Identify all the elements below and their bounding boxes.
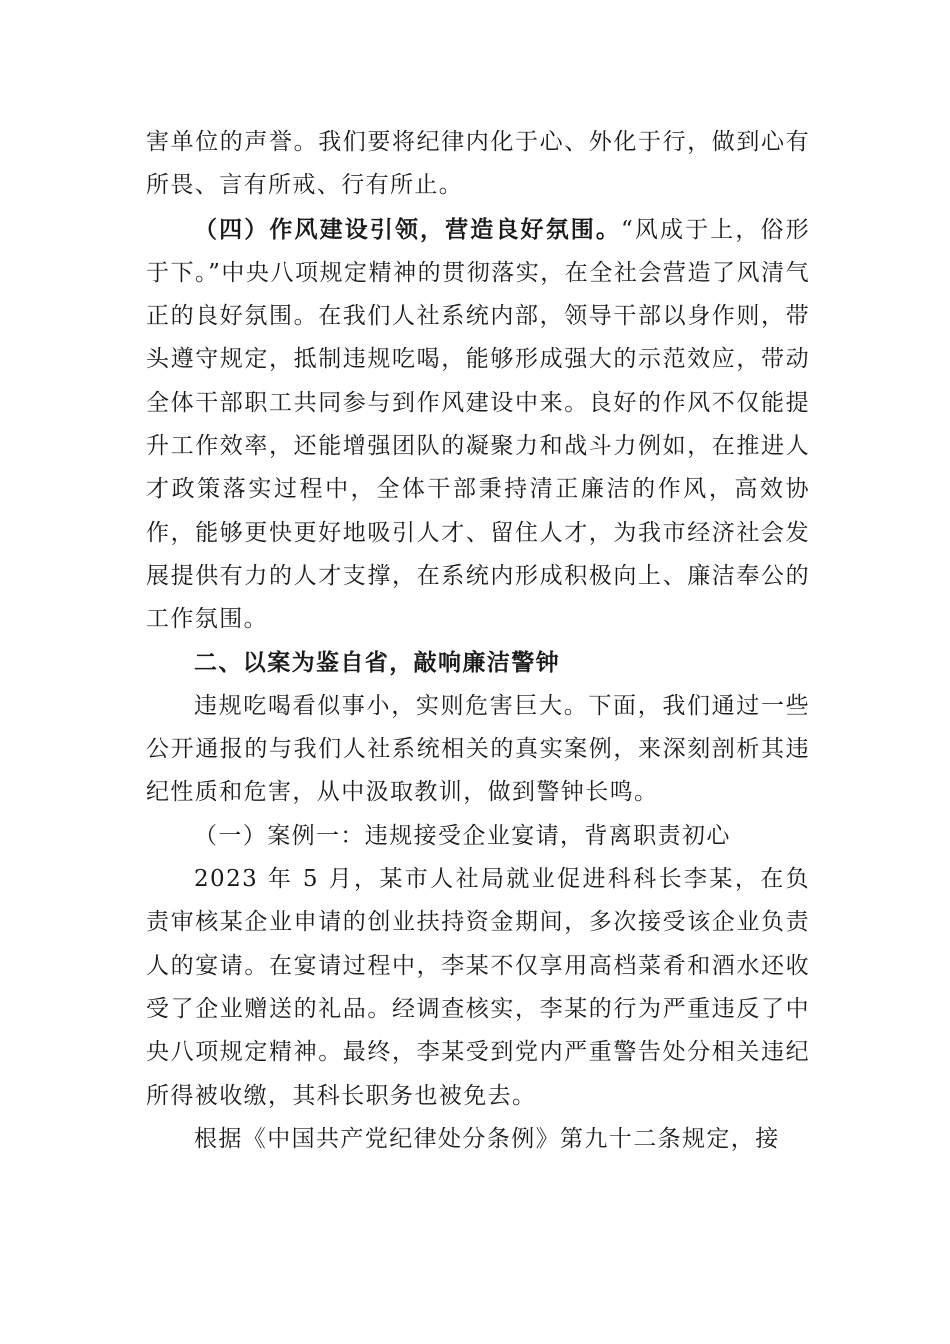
section-four-lead: （四）作风建设引领，营造良好氛围。 (194, 215, 621, 243)
paragraph-intro-cases: 违规吃喝看似事小，实则危害巨大。下面，我们通过一些公开通报的与我们人社系统相关的真实案例，来深刻剖析其违纪性质和危害，从中汲取教训，做到警钟长鸣。 (146, 692, 810, 806)
section-heading-two: 二、以案为鉴自省，敲响廉洁警钟 (194, 649, 560, 676)
paragraph-case-one: 2023 年 5 月，某市人社局就业促进科科长李某，在负责审核某企业申请的创业扶持资金期间，多次接受该企业负责人的宴请。在宴请过程中，李某不仅享用高档菜肴和酒水还收受了企业赠送的礼品。经调查核实，李某的行为严重违反了中央八项规定精神。最终，李某受到党内严重警告处分相关违纪所得被收缴，其科长职务也被免去。 (146, 866, 810, 1109)
section-four-body: “风成于上，俗形于下。”中央八项规定精神的贯彻落实，在全社会营造了风清气正的良好氛围。在我们人社系统内部，领导干部以身作则，带头遵守规定，抵制违规吃喝，能够形成强大的示范效应，带动全体干部职工共同参与到作风建设中来。良好的作风不仅能提升工作效率，还能增强团队的凝聚力和战斗力例如，在推进人才政策落实过程中，全体干部秉持清正廉洁的作风，高效协作，能够更快更好地吸引人才、留住人才，为我市经济社会发展提供有力的人才支撑，在系统内形成积极向上、廉洁奉公的工作氛围。 (146, 216, 810, 633)
paragraph-section-four (146, 208, 810, 642)
paragraph-regulation: 根据《中国共产党纪律处分条例》第九十二条规定，接 (194, 1125, 780, 1152)
paragraph-continuation: 害单位的声誉。我们要将纪律内化于心、外化于行，做到心有所畏、言有所戒、行有所止。 (146, 129, 810, 199)
document-body (146, 121, 810, 1161)
case-one-heading: （一）案例一：违规接受企业宴请，背离职责初心 (194, 822, 731, 849)
